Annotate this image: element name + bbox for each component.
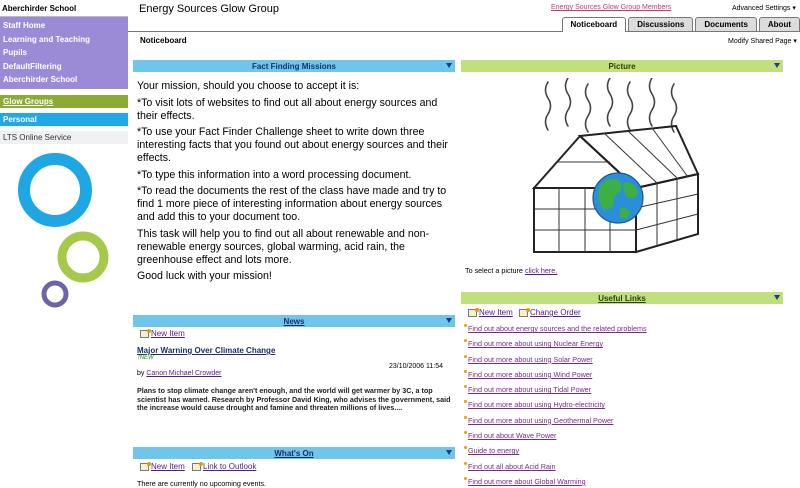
nav-item-staff-home[interactable]: Staff Home — [3, 21, 46, 30]
list-item — [466, 431, 786, 446]
whats-on-title-link[interactable]: What's On — [274, 448, 314, 458]
mission-paragraph: This task will help you to find out all about renewable and non-renewable energy sources, global warming, acid rain, the greenhouse effect and lots more. — [137, 227, 430, 266]
useful-link[interactable]: Guide to energy — [468, 446, 520, 456]
dropdown-arrow-icon[interactable] — [774, 295, 780, 300]
news-date: 23/10/2006 11:54 — [389, 363, 443, 370]
whats-on-new-item-button[interactable] — [140, 462, 185, 471]
list-item — [466, 400, 786, 415]
list-item — [466, 339, 786, 354]
tab-bar — [562, 17, 800, 32]
byline-prefix: by — [137, 370, 145, 377]
mission-paragraph: *To read the documents the rest of the class have made and try to find 1 more piece of interesting information about energy sources and add this to your document too. — [137, 185, 447, 223]
mission-paragraph: *To type this information into a word processing document. — [137, 168, 412, 181]
tab-discussions[interactable]: Discussions — [628, 17, 693, 31]
personal-link[interactable]: Personal — [0, 113, 128, 126]
dropdown-arrow-icon[interactable] — [446, 318, 452, 323]
news-header — [133, 315, 455, 327]
news-body: Plans to stop climate change aren't enough, and the world will get warmer by 3C, a top scientist has warned. Research by Professor David King, who advises the government, said the increase would cause drought and famine and threaten millions of lives.... — [137, 386, 451, 412]
mission-paragraph: *To use your Fact Finder Challenge sheet to write down three interesting facts that you found out about energy sources and their effects. — [137, 126, 448, 164]
page-header — [128, 0, 800, 32]
list-item — [466, 446, 786, 461]
links-new-item-label[interactable]: New Item — [479, 308, 513, 317]
list-item — [466, 477, 786, 488]
new-badge: !NEW — [138, 355, 154, 361]
mission-paragraph: Good luck with your mission! — [137, 270, 272, 282]
page-title: Noticeboard — [140, 36, 187, 45]
nav-item-pupils[interactable]: Pupils — [3, 48, 28, 57]
green-circle — [62, 236, 104, 278]
new-item-icon — [468, 309, 477, 317]
dropdown-arrow-icon[interactable] — [446, 450, 452, 455]
useful-links-header — [461, 292, 783, 304]
list-item — [466, 462, 786, 477]
modify-shared-label: Modify Shared Page — [728, 38, 792, 45]
purple-circle — [44, 283, 66, 305]
mission-paragraph: Your mission, should you choose to accept it is: — [137, 80, 360, 92]
modify-shared-page-menu[interactable] — [728, 37, 797, 45]
picture-title: Picture — [608, 61, 636, 71]
decorative-circles — [0, 145, 128, 315]
list-item — [466, 416, 786, 431]
select-picture-prefix: To select a picture — [465, 266, 523, 275]
list-item — [466, 324, 786, 339]
news-author-link[interactable]: Canon Michael Crowder — [146, 370, 222, 377]
blue-circle — [24, 159, 86, 221]
fact-finding-header — [133, 60, 455, 72]
link-to-outlook-label[interactable]: Link to Outlook — [203, 462, 257, 471]
whats-on-header — [133, 447, 455, 459]
dropdown-arrow-icon[interactable] — [446, 63, 452, 68]
fact-finding-title: Fact Finding Missions — [251, 61, 336, 71]
nav-item-aberchirder-school[interactable]: Aberchirder School — [3, 75, 78, 84]
list-item — [466, 355, 786, 370]
news-new-item-button[interactable] — [140, 329, 185, 338]
advanced-settings-menu[interactable] — [732, 4, 796, 12]
no-events-message: There are currently no upcoming events. — [137, 479, 267, 488]
useful-link[interactable]: Find out more about using Hydro-electricity — [468, 400, 606, 410]
nav-item-learning-and-teaching[interactable]: Learning and Teaching — [3, 34, 90, 44]
useful-link[interactable]: Find out about Wave Power — [468, 431, 557, 441]
site-navigation — [0, 17, 128, 89]
greenhouse-earth-picture — [526, 78, 706, 258]
useful-link[interactable]: Find out more about using Solar Power — [468, 354, 593, 364]
left-sidebar — [0, 0, 128, 488]
useful-link[interactable]: Find out more about using Geothermal Power — [468, 415, 614, 425]
change-order-icon — [519, 309, 528, 317]
tab-noticeboard[interactable]: Noticeboard — [562, 17, 627, 32]
list-item — [466, 370, 786, 385]
lts-online-service-link[interactable]: LTS Online Service — [0, 131, 128, 144]
useful-link[interactable]: Find out about energy sources and the related problems — [468, 324, 647, 333]
useful-link[interactable]: Find out more about Global Warming — [468, 476, 586, 486]
nav-item-default-filtering[interactable]: DefaultFiltering — [3, 61, 62, 71]
whats-on-new-item-label[interactable]: New Item — [151, 462, 185, 471]
useful-links-list — [466, 324, 786, 488]
group-members-link[interactable]: Energy Sources Glow Group Members — [551, 4, 672, 11]
select-picture-text — [465, 266, 557, 275]
useful-links-title-link[interactable]: Useful Links — [598, 293, 646, 303]
list-item — [466, 385, 786, 400]
useful-link[interactable]: Find out more about using Tidal Power — [468, 385, 592, 395]
useful-link[interactable]: Find out all about Acid Rain — [468, 461, 556, 471]
new-item-icon — [140, 330, 149, 338]
select-picture-link[interactable]: click here. — [524, 266, 558, 275]
news-new-item-label[interactable]: New Item — [151, 329, 185, 338]
group-title: Energy Sources Glow Group — [139, 3, 280, 15]
link-to-outlook-button[interactable] — [192, 462, 256, 471]
tab-about[interactable]: About — [759, 17, 800, 31]
advanced-settings-label: Advanced Settings — [732, 5, 791, 12]
change-order-label[interactable]: Change Order — [530, 308, 581, 317]
new-item-icon — [140, 463, 149, 471]
mission-paragraph: *To visit lots of websites to find out all about energy sources and their effects. — [137, 96, 438, 122]
outlook-icon — [192, 463, 201, 471]
chevron-down-icon: ▾ — [793, 38, 797, 45]
picture-header — [461, 60, 783, 72]
useful-link[interactable]: Find out more about using Nuclear Energy — [468, 339, 604, 349]
tab-documents[interactable]: Documents — [695, 17, 757, 31]
fact-finding-body — [137, 80, 449, 287]
change-order-button[interactable] — [519, 308, 581, 317]
news-headline-link[interactable]: Major Warning Over Climate Change — [137, 346, 276, 355]
dropdown-arrow-icon[interactable] — [774, 63, 780, 68]
links-new-item-button[interactable] — [468, 308, 513, 317]
glow-groups-link[interactable]: Glow Groups — [0, 95, 128, 108]
chevron-down-icon: ▾ — [792, 5, 796, 12]
school-name: Aberchirder School — [0, 0, 128, 17]
news-byline — [137, 370, 221, 377]
useful-link[interactable]: Find out more about using Wind Power — [468, 369, 593, 379]
news-title-link[interactable]: News — [283, 316, 305, 326]
